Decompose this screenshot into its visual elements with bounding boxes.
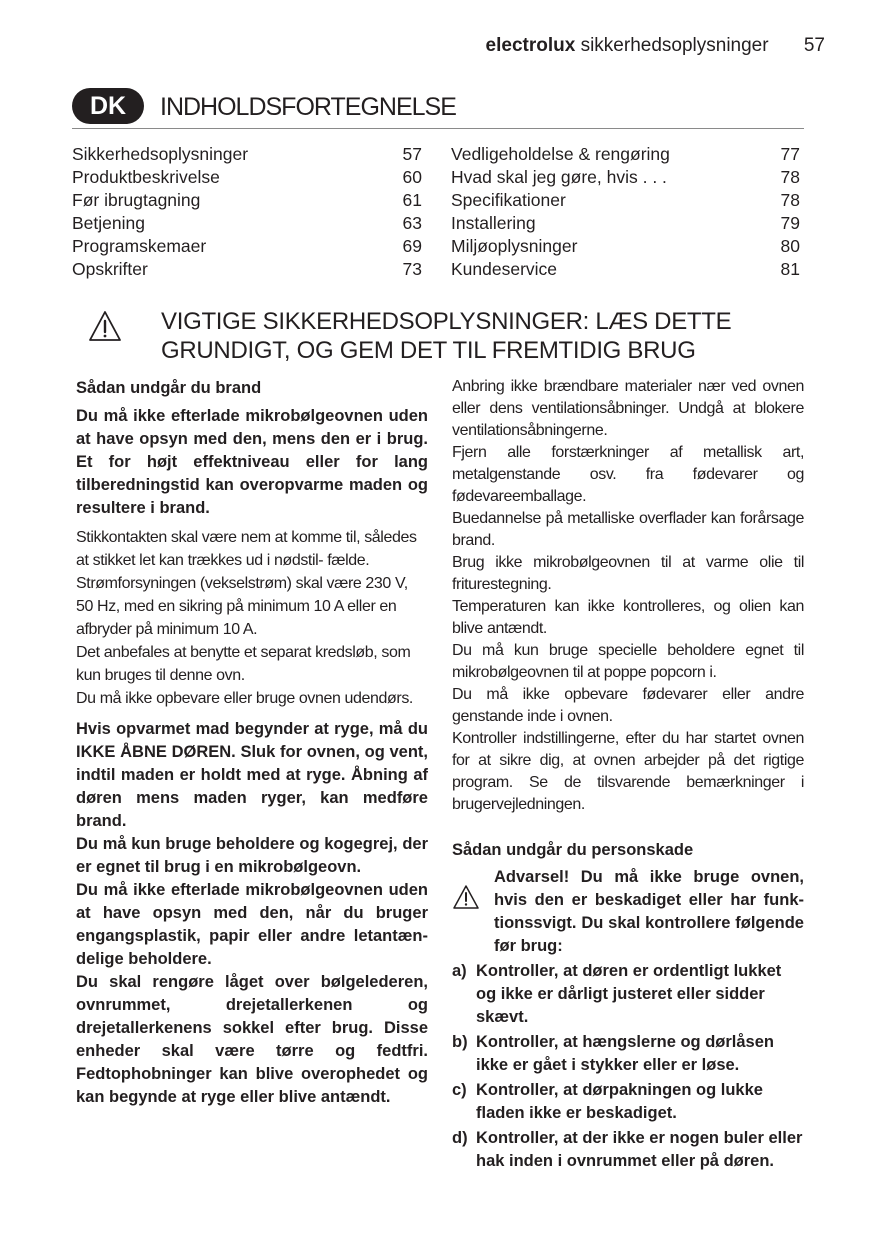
injury-warning-block	[452, 866, 804, 958]
safety-title	[161, 307, 821, 365]
disposable-paragraph: Du må ikke efterlade mikrobølgeovnen uden at have opsyn med den, når du bruger engangsplastik, papir eller andre letantæn- delige beholdere.	[76, 881, 428, 968]
smoke-paragraph: Hvis opvarmet mad begynder at ryge, må du IKKE ÅBNE DØREN. Sluk for ovnen, og vent, indtil maden er holdt med at ryge. Åbning af døren mens maden ryger, kan medføre brand.	[76, 720, 428, 830]
toc-entry-label: Kundeservice	[451, 259, 558, 279]
toc-entry-page: 78	[780, 190, 800, 210]
warning-triangle-icon	[87, 309, 123, 348]
checklist-item	[452, 1031, 804, 1077]
toc-entry-label: Produktbeskrivelse	[72, 167, 220, 187]
cookware-paragraph: Du må kun bruge beholdere og kogegrej, der er egnet til brug i en mikrobølgeovn.	[76, 835, 428, 876]
brand-name: electrolux	[485, 35, 576, 56]
fire-tip-paragraph: Fjern alle forstærkninger af metallisk art, metalgenstande osv. fra fødevarer og fødevareemballage.	[452, 444, 804, 505]
toc-entry-label: Installering	[451, 213, 536, 233]
right-text-column	[452, 376, 804, 1173]
running-header	[486, 35, 825, 57]
toc-entry	[72, 143, 422, 166]
toc-entry	[72, 212, 422, 235]
fire-tip-paragraph: Kontroller indstillingerne, efter du har startet ovnen for at sikre dig, at ovnen arbejder på det rigtige program. Se de tilsvarende bemærkninger i brugervejledningen.	[452, 730, 804, 813]
outdoor-paragraph: Du må ikke opbevare eller bruge ovnen udendørs.	[76, 690, 413, 707]
toc-divider	[72, 128, 804, 129]
injury-warning-text: Advarsel! Du må ikke bruge ovnen, hvis den er beskadiget eller har funk- tionssvigt. Du skal kontrollere følgende før brug:	[494, 868, 804, 955]
fire-warning-paragraph: Du må ikke efterlade mikrobølgeovnen uden at have opsyn med den, mens den er i brug. Et for højt effektniveau eller for lang tilberedningstid kan overopvarme maden og resultere i brand.	[76, 407, 428, 517]
checklist-item	[452, 1127, 804, 1173]
fire-tip-paragraph: Du må ikke opbevare fødevarer eller andre genstande inde i ovnen.	[452, 686, 804, 725]
toc-title: INDHOLDSFORTEGNELSE	[160, 93, 456, 121]
warning-triangle-icon	[452, 884, 480, 915]
toc-entry-label: Miljøoplysninger	[451, 236, 578, 256]
checklist-text: Kontroller, at dørpakningen og lukke fladen ikke er beskadiget.	[476, 1081, 763, 1122]
toc-entry-page: 81	[780, 259, 800, 279]
toc-entry-page: 78	[780, 167, 800, 187]
toc-right-column	[451, 143, 800, 281]
socket-paragraph: Stikkontakten skal være nem at komme til, således at stikket let kan trækkes ud i nødstil- fælde. Strømforsyningen (vekselstrøm) skal være 230 V, 50 Hz, med en sikring på minimum 10 A eller en afbryder på minimum 10 A.	[76, 529, 417, 638]
toc-left-column	[72, 143, 422, 281]
toc-entry	[72, 166, 422, 189]
toc-entry	[72, 258, 422, 281]
checklist-item	[452, 960, 804, 1029]
fire-tip-paragraph: Brug ikke mikrobølgeovnen til at varme olie til friturestegning.	[452, 554, 804, 593]
toc-entry	[451, 258, 800, 281]
fire-tip-paragraph: Temperaturen kan ikke kontrolleres, og olien kan blive antændt.	[452, 598, 804, 637]
toc-entry	[451, 143, 800, 166]
toc-entry-page: 69	[402, 236, 422, 256]
language-badge: DK	[72, 88, 144, 124]
left-text-column	[76, 376, 428, 1109]
toc-entry-page: 61	[402, 190, 422, 210]
toc-entry-label: Betjening	[72, 213, 145, 233]
section-name: sikkerhedsoplysninger	[580, 35, 769, 56]
toc-entry-label: Hvad skal jeg gøre, hvis . . .	[451, 167, 667, 187]
toc-entry-page: 60	[402, 167, 422, 187]
fire-tip-paragraph: Buedannelse på metalliske overflader kan forårsage brand.	[452, 510, 804, 549]
toc-entry-page: 57	[402, 144, 422, 164]
checklist-marker: a)	[452, 962, 467, 980]
toc-entry-label: Specifikationer	[451, 190, 566, 210]
toc-entry	[451, 166, 800, 189]
toc-entry	[451, 212, 800, 235]
fire-tip-paragraph: Anbring ikke brændbare materialer nær ved ovnen eller dens ventilationsåbninger. Undgå at blokere ventilationsåbningerne.	[452, 378, 804, 439]
toc-entry-page: 63	[402, 213, 422, 233]
toc-entry-page: 73	[402, 259, 422, 279]
toc-entry-label: Sikkerhedsoplysninger	[72, 144, 249, 164]
toc-entry-label: Opskrifter	[72, 259, 148, 279]
toc-entry	[72, 189, 422, 212]
checklist-marker: b)	[452, 1033, 468, 1051]
toc-entry-label: Vedligeholdelse & rengøring	[451, 144, 670, 164]
page-number: 57	[803, 35, 825, 56]
toc-entry-page: 80	[780, 236, 800, 256]
safety-title-line: VIGTIGE SIKKERHEDSOPLYSNINGER: LÆS DETTE	[161, 308, 732, 335]
checklist-item	[452, 1079, 804, 1125]
injury-heading: Sådan undgår du personskade	[452, 841, 694, 859]
circuit-paragraph: Det anbefales at benytte et separat kredsløb, som kun bruges til denne ovn.	[76, 644, 411, 684]
fire-tip-paragraph: Du må kun bruge specielle beholdere egnet til mikrobølgeovnen til at poppe popcorn i.	[452, 642, 804, 681]
toc-entry	[72, 235, 422, 258]
checklist-marker: d)	[452, 1129, 468, 1147]
toc-entry-label: Før ibrugtagning	[72, 190, 201, 210]
checklist-text: Kontroller, at døren er ordentligt lukket og ikke er dårligt justeret eller sidder skævt.	[476, 962, 782, 1026]
cleaning-paragraph: Du skal rengøre låget over bølgelederen, ovnrummet, drejetallerkenen og drejetallerkenens sokkel efter brug. Disse enheder skal være tørre og fedtfri. Fedtophobninger kan blive overophedet og kan begynde at ryge eller blive antændt.	[76, 973, 428, 1106]
fire-heading: Sådan undgår du brand	[76, 379, 262, 397]
toc-entry-page: 79	[780, 213, 800, 233]
toc-entry	[451, 189, 800, 212]
checklist-text: Kontroller, at hængslerne og dørlåsen ikke er gået i stykker eller er løse.	[476, 1033, 774, 1074]
checklist-text: Kontroller, at der ikke er nogen buler eller hak inden i ovnrummet eller på døren.	[476, 1129, 803, 1170]
safety-title-line: GRUNDIGT, OG GEM DET TIL FREMTIDIG BRUG	[161, 337, 696, 364]
toc-entry-label: Programskemaer	[72, 236, 207, 256]
toc-entry	[451, 235, 800, 258]
checklist-marker: c)	[452, 1081, 467, 1099]
toc-entry-page: 77	[780, 144, 800, 164]
